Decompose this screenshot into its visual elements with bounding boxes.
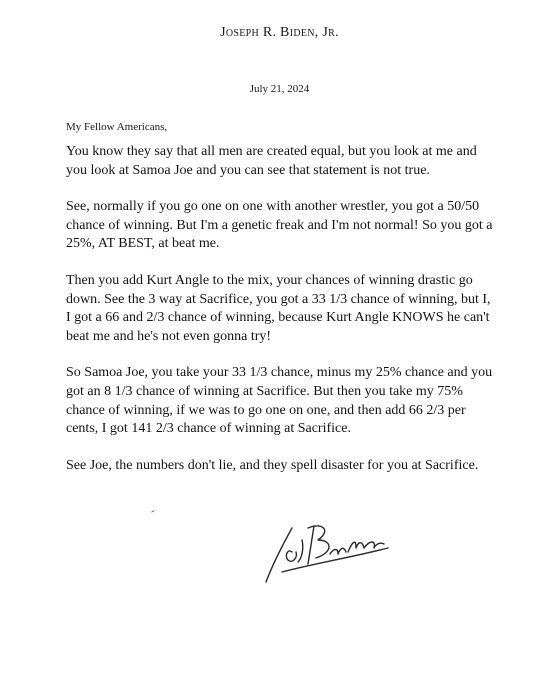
salutation: My Fellow Americans,	[66, 121, 168, 133]
ink-dot-mark	[151, 510, 155, 513]
paragraph-4: So Samoa Joe, you take your 33 1/3 chance, minus my 25% chance and you got an 8 1/3 chance of winning at Sacrifice. But then you take my 75% chance of winning, if we was to go one on one, and then add 66 2/3 per cents, I got 141 2/3 chance of winning at Sacrifice.	[66, 365, 493, 437]
letter-date: July 21, 2024	[249, 83, 310, 95]
letter-body	[66, 143, 498, 493]
paragraph-2: See, normally if you go one on one with another wrestler, you got a 50/50 chance of winning. But I'm a genetic freak and I'm not normal! So you got a 25%, AT BEST, at beat me.	[66, 199, 493, 252]
paragraph-1: You know they say that all men are created equal, but you look at me and you look at Samoa Joe and you can see that statement is not true.	[66, 144, 477, 178]
letterhead-name: Joseph R. Biden, Jr.	[220, 25, 339, 40]
signature-icon	[252, 518, 402, 588]
paragraph-5: See Joe, the numbers don't lie, and they spell disaster for you at Sacrifice.	[66, 457, 479, 473]
paragraph-3: Then you add Kurt Angle to the mix, your chances of winning drastic go down. See the 3 way at Sacrifice, you got a 33 1/3 chance of winning, but I, I got a 66 and 2/3 chance of winning, because Kurt Angle KNOWS he can't beat me and he's not even gonna try!	[66, 272, 491, 344]
